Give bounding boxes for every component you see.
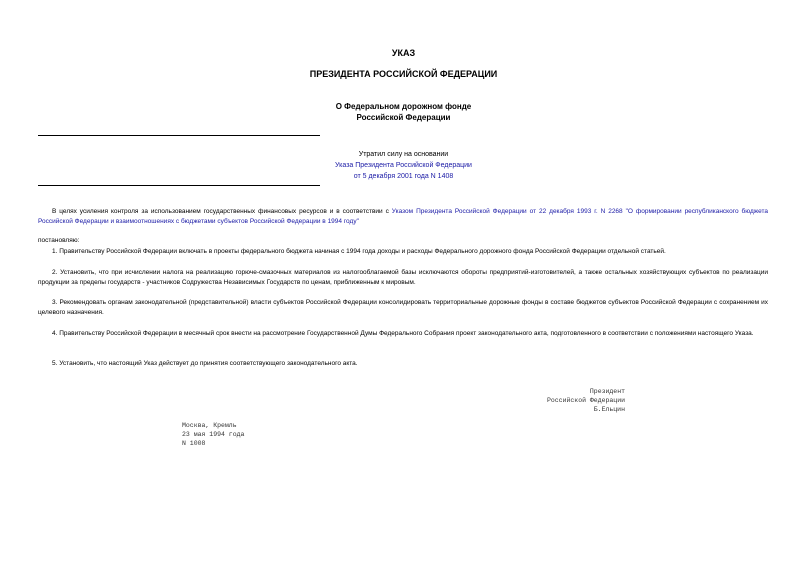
signature-block: [547, 387, 625, 414]
referenced-decree-link[interactable]: Указом Президента Российской Федерации от 22 декабря 1993 г. N 2268 "О формировании республиканского бюджета Российской Федерации и взаимоотношениях с бюджетами субъектов Российской Федерации в 1994 году": [38, 208, 769, 225]
signer-position: Президент: [589, 388, 625, 395]
signer-name: Б.Ельцин: [593, 406, 625, 413]
document-subject: [0, 101, 807, 123]
clause-1: 1. Правительству Российской Федерации включать в проекты федерального бюджета начиная с 1994 года доходы и расходы Федерального дорожного фонда Российской Федерации отдельной статьей.: [52, 248, 666, 255]
subject-line-1: О Федеральном дорожном фонде: [335, 102, 472, 111]
signing-place: Москва, Кремль: [182, 422, 237, 429]
preamble-paragraph: [38, 207, 768, 227]
document-number: N 1008: [182, 440, 206, 447]
signer-country: Российской Федерации: [546, 397, 625, 404]
divider-bottom: [38, 185, 320, 186]
place-date-block: [182, 421, 244, 448]
preamble-text: В целях усиления контроля за использованием государственных финансовых ресурсов и в соответствии с: [52, 208, 392, 215]
clause-3: 3. Рекомендовать органам законодательной (представительной) власти субъектов Российской Федерации консолидировать территориальные дорожные фонды в составе бюджетов субъектов Российской Федерации с сохранением их целевого назначения.: [38, 299, 768, 316]
clause-4: 4. Правительству Российской Федерации в месячный срок внести на рассмотрение Государственной Думы Федерального Собрания проект законодательного акта, подготовленного в соответствии с положениями настоящего Указа.: [52, 330, 754, 337]
clause-2: 2. Установить, что при исчислении налога на реализацию горюче-смазочных материалов из налогооблагаемой базы исключаются обороты предприятий-изготовителей, а также остальных хозяйствующих субъектов по реализации продукции за пределы государств - участников Содружества Независимых Государств по ценам, приближенным к мировым.: [38, 269, 768, 286]
status-note-line-1: Утратил силу на основании: [358, 151, 449, 158]
document-type-title: УКАЗ: [391, 48, 416, 58]
subject-line-2: Российской Федерации: [356, 113, 451, 122]
divider-top: [38, 135, 320, 136]
repeal-decree-date-link[interactable]: от 5 декабря 2001 года N 1408: [353, 173, 454, 180]
issuer-title: ПРЕЗИДЕНТА РОССИЙСКОЙ ФЕДЕРАЦИИ: [309, 69, 498, 79]
repeal-decree-link[interactable]: Указа Президента Российской Федерации: [335, 162, 472, 169]
status-note: [0, 149, 807, 182]
signing-date: 23 мая 1994 года: [182, 431, 245, 438]
clause-5: 5. Установить, что настоящий Указ действует до принятия соответствующего законодательного акта.: [52, 360, 358, 367]
decree-word: постановляю:: [38, 237, 80, 244]
